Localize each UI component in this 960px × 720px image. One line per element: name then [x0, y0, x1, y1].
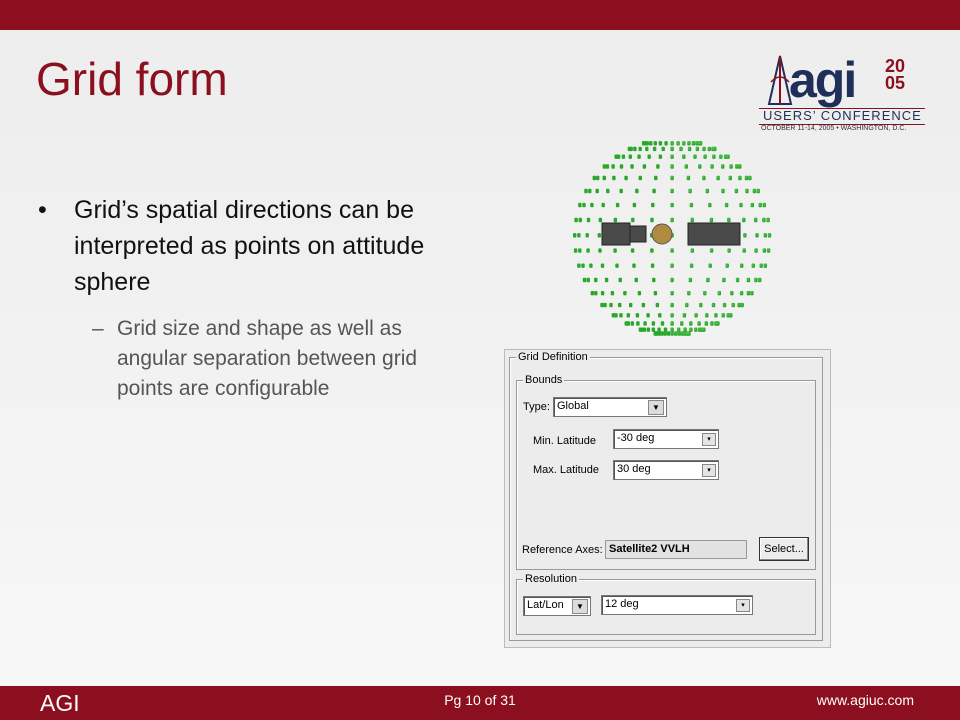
grid-point [638, 291, 641, 295]
grid-point [667, 331, 670, 335]
grid-point [657, 328, 660, 332]
grid-point [639, 147, 642, 151]
grid-point [683, 328, 685, 331]
grid-point [680, 321, 682, 324]
max-latitude-value: 30 deg [617, 463, 651, 475]
grid-point [606, 164, 609, 168]
grid-point [739, 203, 741, 206]
grid-point [643, 321, 646, 325]
grid-point [743, 233, 745, 236]
grid-point [670, 164, 672, 167]
logo-dates: OCTOBER 11-14, 2005 • WASHINGTON, D.C. [761, 125, 907, 132]
chevron-down-icon[interactable]: ▼ [648, 400, 664, 415]
grid-point [754, 248, 756, 251]
grid-point [692, 141, 694, 144]
grid-point [687, 141, 689, 144]
grid-point [670, 155, 672, 158]
grid-point [587, 278, 590, 282]
grid-point [687, 176, 689, 179]
attitude-sphere-icon [562, 130, 782, 345]
type-dropdown[interactable] [553, 397, 667, 417]
grid-point [694, 313, 696, 316]
grid-point [766, 218, 768, 221]
min-latitude-value: -30 deg [617, 432, 655, 444]
grid-point [682, 155, 684, 158]
grid-point [742, 218, 744, 221]
grid-point [658, 313, 661, 317]
grid-point [689, 278, 691, 281]
grid-point [598, 248, 601, 252]
grid-point [721, 164, 723, 167]
grid-point [661, 321, 664, 325]
grid-point [629, 155, 632, 159]
grid-point [593, 176, 596, 180]
grid-point [652, 278, 655, 282]
grid-point [670, 291, 672, 294]
grid-point [741, 303, 743, 306]
grid-point [646, 313, 649, 317]
grid-point [629, 303, 632, 307]
grid-point [616, 203, 619, 207]
grid-point [654, 176, 657, 180]
grid-point [631, 248, 634, 252]
top-bar [0, 0, 960, 30]
grid-point [633, 203, 636, 207]
footer-company: AGI [40, 690, 80, 716]
grid-point [617, 155, 620, 159]
grid-point [751, 203, 753, 206]
grid-point [605, 278, 608, 282]
grid-point [652, 328, 655, 332]
grid-point [685, 303, 687, 306]
grid-point [685, 164, 687, 167]
grid-point [690, 264, 692, 267]
satellite-part [602, 223, 630, 245]
grid-point [696, 147, 698, 150]
type-value: Global [557, 400, 589, 412]
grid-point [747, 278, 749, 281]
grid-definition-group [509, 351, 823, 641]
grid-point [594, 291, 597, 295]
reference-axes-label: Reference Axes: [522, 544, 603, 556]
grid-point [664, 328, 667, 332]
grid-point [670, 218, 672, 221]
grid-point [600, 303, 603, 307]
type-label: Type: [523, 401, 550, 413]
grid-point [710, 321, 712, 324]
grid-point [718, 291, 720, 294]
grid-point [659, 141, 662, 145]
grid-point [708, 203, 710, 206]
bullet-dot: • [38, 196, 47, 224]
resolution-title: Resolution [525, 573, 577, 585]
grid-point [699, 303, 701, 306]
logo-year-top: 20 [885, 56, 906, 76]
grid-point [650, 248, 653, 252]
grid-point [721, 189, 723, 192]
grid-definition-panel [504, 349, 831, 648]
grid-point [603, 176, 606, 180]
grid-point [695, 141, 697, 144]
grid-point [635, 278, 638, 282]
grid-point [711, 147, 713, 150]
grid-point [698, 141, 700, 144]
grid-point [727, 248, 729, 251]
grid-point [740, 264, 742, 267]
grid-point [710, 248, 712, 251]
grid-point [646, 141, 649, 145]
grid-point [732, 303, 734, 306]
satellite-core [652, 224, 672, 244]
grid-point [701, 328, 703, 331]
grid-point [601, 264, 604, 268]
grid-point [574, 218, 577, 222]
grid-point [639, 176, 642, 180]
max-latitude-field[interactable] [613, 460, 719, 480]
slide-title: Grid form [36, 53, 228, 105]
grid-point [729, 164, 731, 167]
grid-point [757, 189, 759, 192]
bullet-sub [92, 314, 452, 404]
grid-point [763, 248, 765, 251]
chevron-down-icon[interactable]: ▼ [572, 599, 588, 614]
grid-point [642, 303, 645, 307]
grid-point [752, 264, 754, 267]
grid-point [652, 189, 655, 193]
grid-point [719, 155, 721, 158]
grid-point [648, 155, 651, 159]
bounds-group [516, 374, 816, 570]
grid-point [705, 321, 707, 324]
grid-point [587, 218, 590, 222]
grid-point [650, 218, 653, 222]
grid-point [755, 233, 757, 236]
grid-point [738, 164, 740, 167]
grid-point [578, 248, 581, 252]
grid-point [698, 328, 700, 331]
grid-point [738, 176, 740, 179]
grid-point [736, 278, 738, 281]
select-button[interactable]: Select... [759, 537, 809, 561]
grid-point [683, 313, 685, 316]
grid-point [606, 189, 609, 193]
grid-point [682, 141, 684, 144]
grid-point [613, 248, 616, 252]
grid-point [631, 321, 634, 325]
grid-point [581, 264, 584, 268]
grid-point [722, 313, 724, 316]
bullet-main-text: Grid’s spatial directions can be interpreted as points on attitude sphere [74, 196, 425, 296]
grid-point [596, 189, 599, 193]
grid-point [691, 248, 693, 251]
grid-point [598, 233, 601, 237]
grid-point [743, 248, 745, 251]
resolution-type-value: Lat/Lon [527, 599, 564, 611]
grid-point [702, 176, 704, 179]
grid-point [603, 303, 606, 307]
footer-url: www.agiuc.com [816, 692, 914, 708]
grid-point [670, 176, 672, 179]
grid-point [694, 328, 696, 331]
page-number: Pg 10 of 31 [444, 692, 516, 708]
grid-point [740, 291, 742, 294]
grid-point [578, 203, 581, 207]
grid-point [619, 278, 622, 282]
grid-point [664, 331, 667, 335]
grid-point [670, 203, 672, 206]
agi-conference-logo [755, 52, 935, 134]
grid-point [601, 291, 604, 295]
grid-point [670, 141, 672, 144]
grid-point [764, 233, 766, 236]
grid-point [767, 248, 769, 251]
grid-point [620, 164, 623, 168]
grid-point [615, 264, 618, 268]
grid-point [577, 233, 580, 237]
grid-point [708, 147, 710, 150]
grid-point [768, 233, 770, 236]
grid-point [660, 331, 663, 335]
grid-point [573, 233, 576, 237]
grid-point [697, 321, 699, 324]
grid-point [627, 313, 630, 317]
grid-point [706, 278, 708, 281]
grid-point [725, 203, 727, 206]
grid-point [586, 248, 589, 252]
grid-point [709, 264, 711, 267]
grid-point [670, 248, 672, 251]
grid-point [710, 164, 712, 167]
grid-point [611, 291, 614, 295]
min-latitude-label: Min. Latitude [533, 435, 596, 447]
grid-point [636, 313, 639, 317]
grid-point [726, 155, 728, 158]
grid-point [630, 147, 633, 151]
resolution-type-dropdown[interactable] [523, 596, 591, 616]
grid-point [710, 218, 712, 221]
grid-point [632, 264, 635, 268]
grid-point [630, 164, 633, 168]
grid-point [627, 321, 630, 325]
grid-point [656, 164, 659, 168]
logo-year-bottom: 05 [885, 73, 906, 93]
grid-point [652, 321, 655, 325]
grid-point [712, 155, 714, 158]
grid-point [714, 321, 716, 324]
grid-point [764, 264, 766, 267]
grid-point [745, 189, 747, 192]
grid-point [649, 141, 652, 145]
grid-point [622, 155, 625, 159]
bounds-title: Bounds [525, 374, 563, 386]
grid-point [656, 303, 659, 307]
grid-point [651, 264, 654, 268]
grid-point [662, 147, 665, 151]
grid-point [722, 278, 724, 281]
max-latitude-label: Max. Latitude [533, 464, 600, 476]
grid-point [716, 176, 718, 179]
grid-point [747, 291, 749, 294]
grid-point [687, 291, 689, 294]
spinner-icon[interactable]: ▾ [736, 599, 750, 612]
grid-point [596, 176, 599, 180]
grid-point [698, 164, 700, 167]
grid-point [637, 155, 640, 159]
spinner-icon[interactable]: ▾ [702, 464, 716, 477]
grid-point [688, 189, 690, 192]
grid-point [705, 313, 707, 316]
grid-point [631, 218, 634, 222]
bullet-main [38, 192, 458, 300]
resolution-value-field[interactable] [601, 595, 753, 615]
grid-point [676, 141, 678, 144]
grid-point [730, 291, 732, 294]
grid-point [691, 218, 693, 221]
grid-point [670, 303, 672, 306]
grid-point [727, 313, 729, 316]
grid-point [750, 291, 752, 294]
satellite-part [630, 226, 646, 242]
grid-point [753, 189, 755, 192]
grid-point [643, 328, 646, 332]
grid-point [745, 176, 747, 179]
grid-point [670, 328, 672, 331]
grid-point [729, 313, 731, 316]
grid-point [664, 141, 667, 145]
grid-point [680, 331, 682, 334]
grid-point [635, 189, 638, 193]
grid-point [590, 203, 593, 207]
grid-point [690, 203, 692, 206]
grid-point [643, 164, 646, 168]
grid-point [614, 218, 617, 222]
grid-point [677, 328, 679, 331]
grid-point [674, 331, 676, 334]
grid-point [735, 164, 737, 167]
bullet-dash: – [92, 317, 104, 340]
grid-point [724, 155, 726, 158]
grid-point [670, 321, 672, 324]
grid-point [620, 189, 623, 193]
grid-point [577, 264, 580, 268]
logo-wordmark: agi [789, 52, 856, 108]
grid-point [703, 291, 705, 294]
grid-point [582, 203, 585, 207]
grid-point [723, 303, 725, 306]
grid-point [653, 147, 656, 151]
logo-conference: USERS’ CONFERENCE [763, 108, 922, 123]
grid-point [703, 155, 705, 158]
grid-point [754, 218, 756, 221]
reference-axes-field [605, 540, 747, 559]
grid-point [754, 278, 756, 281]
grid-point [688, 147, 690, 150]
grid-point [706, 189, 708, 192]
grid-point [633, 147, 636, 151]
grid-point [689, 321, 691, 324]
grid-point [636, 321, 639, 325]
grid-point [679, 147, 681, 150]
grid-point [588, 189, 591, 193]
grid-point [693, 155, 695, 158]
grid-point [670, 189, 672, 192]
grid-point [614, 313, 617, 317]
grid-point [619, 313, 622, 317]
grid-point [712, 303, 714, 306]
resolution-value: 12 deg [605, 598, 639, 610]
grid-point [763, 203, 765, 206]
resolution-group [516, 573, 816, 635]
spinner-icon[interactable]: ▾ [702, 433, 716, 446]
grid-point [670, 147, 672, 150]
grid-point [702, 147, 704, 150]
grid-point [583, 278, 586, 282]
grid-point [748, 176, 750, 179]
grid-point [647, 328, 650, 332]
grid-point [586, 233, 589, 237]
bullet-sub-text: Grid size and shape as well as angular separation between grid points are configurable [117, 317, 418, 400]
grid-point [574, 248, 577, 252]
min-latitude-field[interactable] [613, 429, 719, 449]
grid-point [611, 164, 614, 168]
grid-point [594, 278, 597, 282]
grid-point [759, 203, 761, 206]
grid-point [659, 155, 662, 159]
grid-point [579, 218, 582, 222]
logo-year [885, 58, 911, 92]
grid-point [689, 328, 691, 331]
grid-point [762, 218, 764, 221]
grid-point [670, 278, 672, 281]
grid-point [645, 147, 648, 151]
grid-point [670, 313, 672, 316]
grid-point [760, 264, 762, 267]
grid-point [612, 176, 615, 180]
grid-point [609, 303, 612, 307]
grid-point [623, 291, 626, 295]
grid-point [654, 141, 657, 145]
grid-point [729, 176, 731, 179]
grid-point [618, 303, 621, 307]
grid-point [584, 189, 587, 193]
grid-point [602, 203, 605, 207]
reference-axes-value: Satellite2 VVLH [609, 543, 690, 555]
grid-point [589, 264, 592, 268]
grid-point [654, 291, 657, 295]
grid-point [624, 176, 627, 180]
grid-point [599, 218, 602, 222]
grid-point [714, 313, 716, 316]
grid-point [726, 264, 728, 267]
grid-point [737, 303, 739, 306]
grid-point [727, 218, 729, 221]
grid-point [758, 278, 760, 281]
grid-point [603, 164, 606, 168]
grid-point [670, 264, 672, 267]
grid-point [735, 189, 737, 192]
grid-point [651, 203, 654, 207]
grid-point [591, 291, 594, 295]
grid-definition-title: Grid Definition [518, 351, 588, 363]
satellite-part [688, 223, 740, 245]
